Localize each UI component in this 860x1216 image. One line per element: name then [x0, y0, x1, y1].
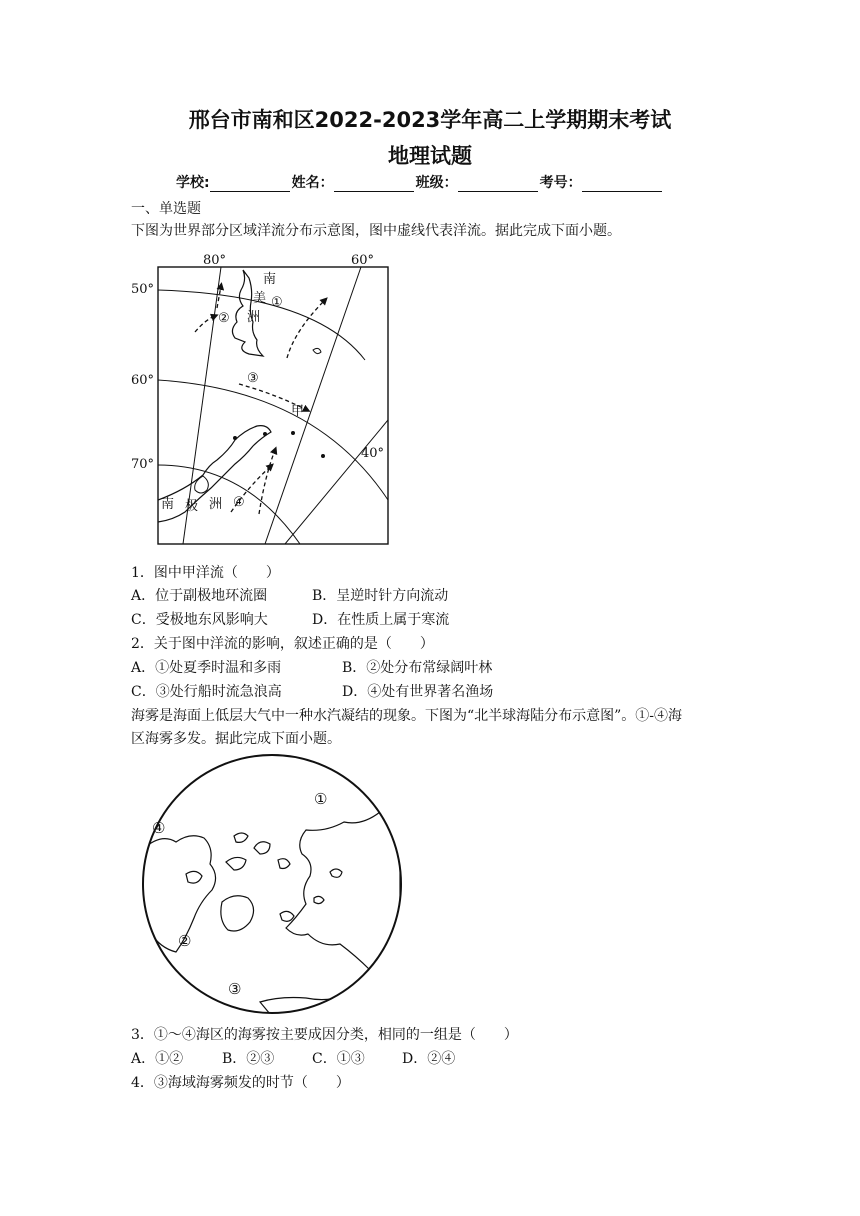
passage-1: 下图为世界部分区域洋流分布示意图，图中虚线代表洋流。据此完成下面小题。 [131, 223, 621, 239]
q2-option-c[interactable]: C．③处行船时流急浪高 [131, 684, 282, 700]
lon-60-label: 60° [351, 253, 375, 268]
map1-marker-3: ③ [247, 371, 259, 386]
q1-stem: 1．图中甲洋流（ ） [131, 565, 280, 581]
map2-marker-4: ④ [152, 819, 166, 837]
map1-marker-1: ① [271, 295, 283, 310]
q3-option-b[interactable]: B．②③ [222, 1051, 275, 1067]
map2-marker-3: ③ [228, 980, 242, 998]
name-blank[interactable] [334, 177, 414, 192]
q2-option-b[interactable]: B．②处分布常绿阔叶林 [342, 660, 493, 676]
label-antarctic-zhou: 洲 [209, 497, 223, 512]
map1-marker-2: ② [218, 311, 230, 326]
lat-60-label: 60° [131, 373, 155, 388]
lat-50-label: 50° [131, 282, 155, 297]
q2-stem: 2．关于图中洋流的影响，叙述正确的是（ ） [131, 636, 434, 652]
ocean-current-map [125, 250, 395, 550]
q2-option-a[interactable]: A．①处夏季时温和多雨 [131, 660, 282, 676]
q1-option-c[interactable]: C．受极地东风影响大 [131, 612, 268, 628]
exam-number-blank[interactable] [582, 177, 662, 192]
label-antarctic-ji: 极 [185, 499, 199, 514]
label-antarctic-nan: 南 [161, 497, 175, 512]
q3-option-d[interactable]: D．②④ [402, 1051, 456, 1067]
map2-marker-2: ② [178, 932, 192, 950]
class-label: 班级： [415, 175, 458, 191]
q2-option-d[interactable]: D．④处有世界著名渔场 [342, 684, 494, 700]
q3-option-a[interactable]: A．①② [131, 1051, 184, 1067]
name-label: 姓名： [291, 175, 334, 191]
label-nan: 南 [263, 272, 277, 287]
label-mei: 美 [253, 291, 267, 306]
student-info-line [176, 172, 664, 192]
exam-subtitle: 地理试题 [388, 144, 472, 168]
passage-2-line1: 海雾是海面上低层大气中一种水汽凝结的现象。下图为“北半球海陆分布示意图”。①-④海 [131, 708, 683, 724]
lon-40-label: 40° [361, 446, 385, 461]
q4-stem: 4．③海域海雾频发的时节（ ） [131, 1075, 350, 1091]
q1-option-b[interactable]: B．呈逆时针方向流动 [312, 588, 449, 604]
northern-hemisphere-map [130, 752, 420, 1017]
lat-70-label: 70° [131, 457, 155, 472]
exam-number-label: 考号： [539, 175, 582, 191]
class-blank[interactable] [458, 177, 538, 192]
q3-option-c[interactable]: C．①③ [312, 1051, 365, 1067]
q1-option-a[interactable]: A．位于副极地环流圈 [131, 588, 268, 604]
q3-stem: 3．①～④海区的海雾按主要成因分类，相同的一组是（ ） [131, 1027, 518, 1043]
passage-2-line2: 区海雾多发。据此完成下面小题。 [131, 731, 341, 747]
exam-title: 邢台市南和区2022-2023学年高二上学期期末考试 [188, 108, 672, 132]
school-label: 学校: [176, 175, 210, 191]
school-blank[interactable] [210, 177, 290, 192]
lon-80-label: 80° [203, 253, 227, 268]
label-jia: 甲 [291, 404, 305, 419]
map1-marker-4: ④ [233, 495, 245, 510]
q1-option-d[interactable]: D．在性质上属于寒流 [312, 612, 450, 628]
label-zhou: 洲 [247, 310, 261, 325]
section-heading: 一、单选题 [131, 201, 201, 217]
map2-marker-1: ① [314, 790, 328, 808]
